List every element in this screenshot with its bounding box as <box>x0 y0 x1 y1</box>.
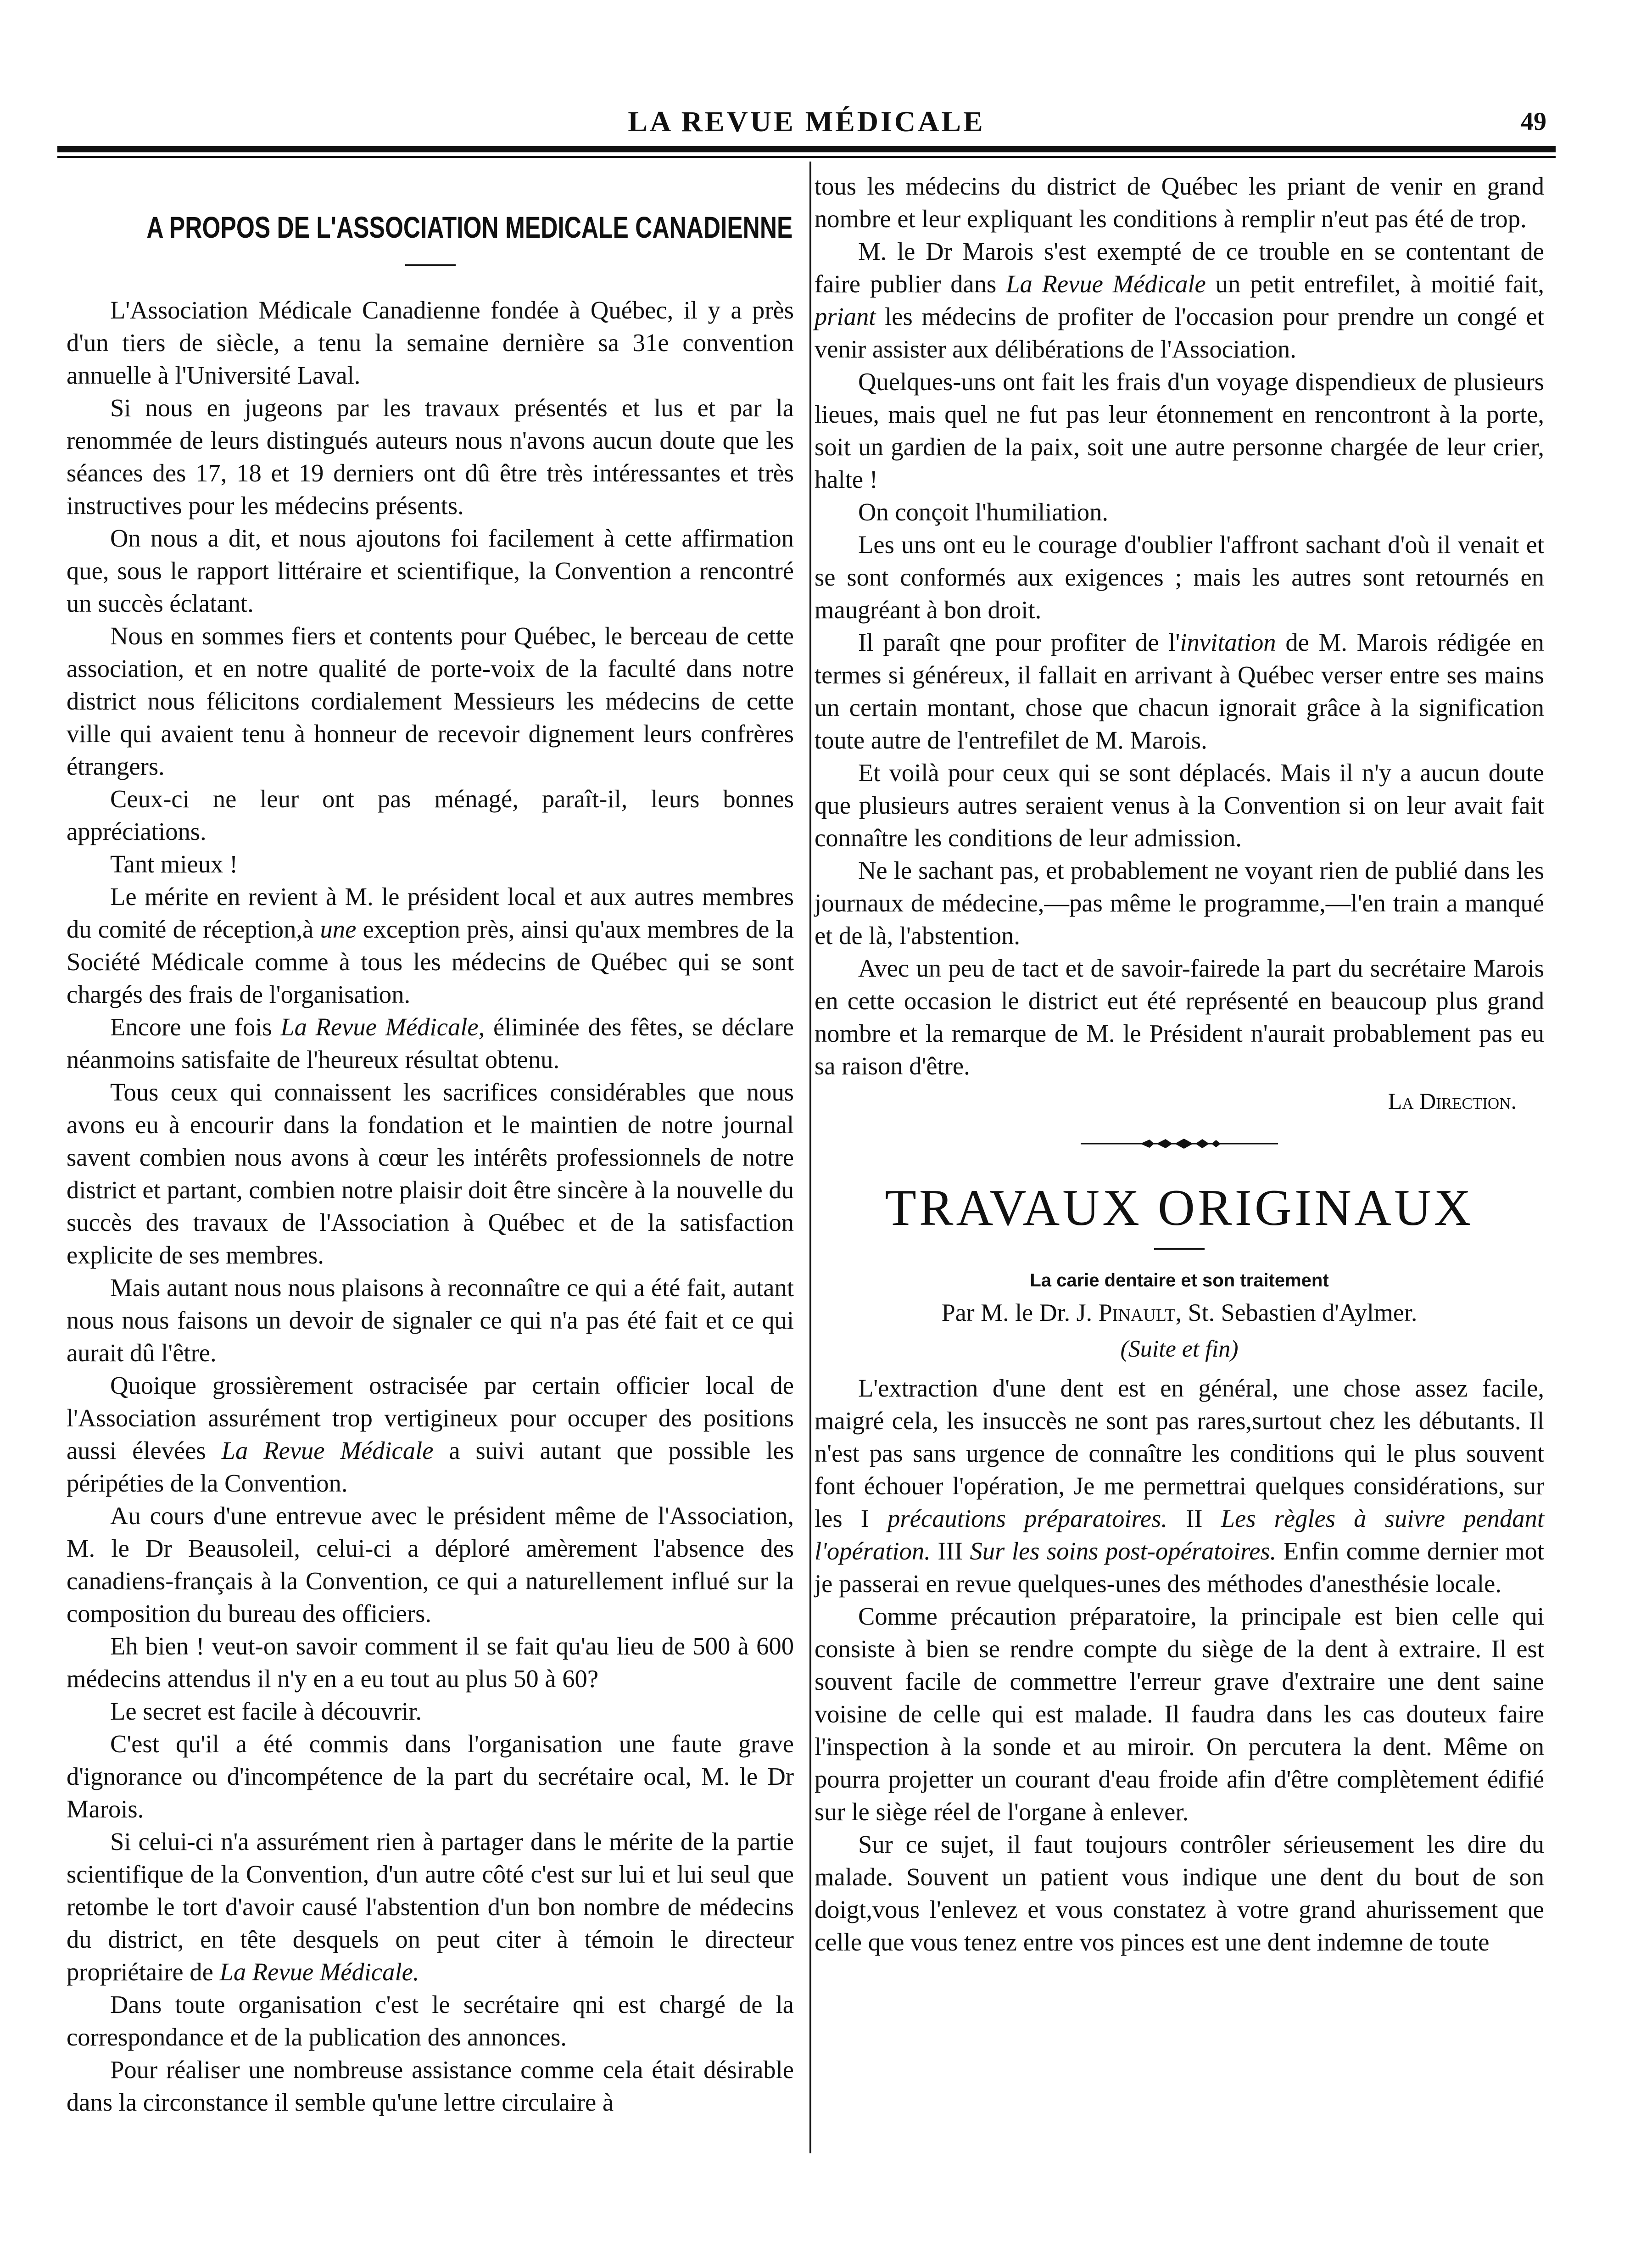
paragraph: M. le Dr Marois s'est exempté de ce trouble en se contentant de faire publier dans La Revue Médicale un petit entrefilet, à moitié fait, priant les médecins de profiter de l'occasion pour prendre un congé et venir assister aux délibérations de l'Association. <box>815 237 1544 363</box>
section-rule <box>1154 1248 1205 1250</box>
paragraph: Le mérite en revient à M. le président local et aux autres membres du comité de réception,à une exception près, ainsi qu'aux membres de la Société Médicale comme à tous les médecins de Québec qui se sont chargés des frais de l'organisation. <box>67 883 794 1008</box>
byline: Par M. le Dr. J. Pinault, St. Sebastien d'Aylmer. <box>941 1299 1418 1326</box>
paragraph: Au cours d'une entrevue avec le président même de l'Association, M. le Dr Beausoleil, celui-ci a déploré amèrement l'absence des canadiens-français à la Convention, ce qui a naturellement influé sur la composition du bureau des officiers. <box>67 1502 794 1627</box>
paragraph: Avec un peu de tact et de savoir-fairede la part du secrétaire Marois en cette occasion le district eut été représenté en beaucoup plus grand nombre et la remarque de M. le Président n'aurait probablement pas eu sa raison d'être. <box>815 954 1544 1080</box>
paragraph: Les uns ont eu le courage d'oublier l'affront sachant d'où il venait et se sont conformés aux exigences ; mais les autres sont retournés en maugréant à bon droit. <box>815 531 1544 624</box>
paragraph: Tous ceux qui connaissent les sacrifices considérables que nous avons eu à encourir dans la fondation et le maintien de notre journal savent combien nous avons à cœur les intérêts professionnels de notre district et partant, combien notre plaisir doit être sincère à la nouvelle du succès des travaux de l'Association à Québec et de la satisfaction explicite de ses membres. <box>67 1078 794 1269</box>
paragraph: Quelques-uns ont fait les frais d'un voyage dispendieux de plusieurs lieues, mais quel ne fut pas leur étonnement en rencontront à la porte, soit un gardien de la paix, soit une autre personne chargée de leur crier, halte ! <box>815 368 1544 493</box>
article-subtitle: La carie dentaire et son traitement <box>1030 1270 1329 1291</box>
paragraph: Le secret est facile à découvrir. <box>110 1697 422 1725</box>
paragraph: C'est qu'il a été commis dans l'organisation une faute grave d'ignorance ou d'incompétence de la part du secrétaire ocal, M. le Dr Marois. <box>67 1730 794 1823</box>
paragraph: Pour réaliser une nombreuse assistance comme cela était désirable dans la circonstance il semble qu'une lettre circulaire à <box>67 2056 794 2116</box>
paragraph: Encore une fois La Revue Médicale, éliminée des fêtes, se déclare néanmoins satisfaite de l'heureux résultat obtenu. <box>67 1013 794 1073</box>
paragraph: Eh bien ! veut-on savoir comment il se fait qu'au lieu de 500 à 600 médecins attendus il n'y en a eu tout au plus 50 à 60? <box>67 1632 794 1693</box>
paragraph: On nous a dit, et nous ajoutons foi facilement à cette affirmation que, sous le rapport littéraire et scientifique, la Convention a rencontré un succès éclatant. <box>67 524 794 617</box>
section-ornament <box>815 1128 1544 1160</box>
continuation-note: (Suite et fin) <box>1120 1336 1239 1362</box>
paragraph: Il paraît qne pour profiter de l'invitation de M. Marois rédigée en termes si généreux, il fallait en arrivant à Québec verser entre ses mains un certain montant, chose que chacun ignorait grâce à la signification toute autre de l'entrefilet de M. Marois. <box>815 628 1544 754</box>
paragraph: Tant mieux ! <box>110 850 238 878</box>
paragraph: L'Association Médicale Canadienne fondée à Québec, il y a près d'un tiers de siècle, a tenu la semaine dernière sa 31e convention annuelle à l'Université Laval. <box>67 296 794 389</box>
article-title: A PROPOS DE L'ASSOCIATION MEDICALE CANADIENNE <box>146 210 793 244</box>
header-rule-thin <box>57 156 1556 158</box>
paragraph: Sur ce sujet, il faut toujours contrôler sérieusement les dire du malade. Souvent un patient vous indique une dent du bout de son doigt,vous l'enlevez et vous constatez à votre grand ahurissement que celle que vous tenez entre vos pinces est une dent indemne de toute <box>815 1830 1544 1956</box>
title-rule <box>405 264 456 266</box>
paragraph: Si celui-ci n'a assurément rien à partager dans le mérite de la partie scientifique de la Convention, d'un autre côté c'est sur lui et lui seul que retombe le tort d'avoir causé l'abstention d'un bon nombre de médecins du district, en tête desquels on peut citer à témoin le directeur propriétaire de La Revue Médicale. <box>67 1827 794 1986</box>
paragraph: Comme précaution préparatoire, la principale est bien celle qui consiste à bien se rendre compte du siège de la dent à extraire. Il est souvent facile de commettre l'erreur grave d'extraire une dent saine voisine de celle qui est malade. Il faudra dans les cas douteux faire l'inspection à la sonde et au miroir. On percutera la dent. Même on pourra projetter un courant d'eau froide afin d'être complètement édifié sur le siège réel de l'organe à enlever. <box>815 1602 1544 1826</box>
paragraph: Nous en sommes fiers et contents pour Québec, le berceau de cette association, et en notre qualité de porte-voix de la faculté dans notre district nous félicitons cordialement Messieurs les médecins de cette ville qui avaient tenu à honneur de recevoir dignement leurs confrères étrangers. <box>67 622 794 780</box>
section-title: TRAVAUX ORIGINAUX <box>885 1179 1474 1236</box>
paragraph: Mais autant nous nous plaisons à reconnaître ce qui a été fait, autant nous nous faisons un devoir de signaler ce qui n'a pas été fait et ce qui aurait dû l'être. <box>67 1274 794 1367</box>
paragraph: Dans toute organisation c'est le secrétaire qni est chargé de la correspondance et de la publication des annonces. <box>67 1990 794 2051</box>
paragraph: tous les médecins du district de Québec les priant de venir en grand nombre et leur expliquant les conditions à remplir n'eut pas été de trop. <box>815 172 1544 233</box>
paragraph: Ceux-ci ne leur ont pas ménagé, paraît-il, leurs bonnes appréciations. <box>67 785 794 845</box>
ornament-rule-icon <box>1081 1137 1278 1151</box>
paragraph: Quoique grossièrement ostracisée par certain officier local de l'Association assurément trop vertigineux pour occuper des positions aussi élevées La Revue Médicale a suivi autant que possible les péripéties de la Convention. <box>67 1371 794 1497</box>
right-column <box>815 170 1544 1958</box>
paragraph: L'extraction d'une dent est en général, une chose assez facile, maigré cela, les insuccès ne sont pas rares,surtout chez les débutants. Il n'est pas sans urgence de connaître les conditions qui le plus souvent font échouer l'opération, Je me permettrai quelques considérations, sur les I précautions préparatoires. II Les règles à suivre pendant l'opération. III Sur les soins post-opératoires. Enfin comme dernier mot je passerai en revue quelques-unes des méthodes d'anesthésie locale. <box>815 1374 1545 1598</box>
header-rule-thick <box>57 146 1556 152</box>
running-title: LA REVUE MÉDICALE <box>628 105 985 138</box>
paragraph: Et voilà pour ceux qui se sont déplacés. Mais il n'y a aucun doute que plusieurs autres seraient venus à la Convention si on leur avait fait connaître les conditions de leur admission. <box>815 759 1544 852</box>
paragraph: On conçoit l'humiliation. <box>858 498 1109 526</box>
page-header <box>57 103 1556 140</box>
paragraph: Si nous en jugeons par les travaux présentés et lus et par la renommée de leurs distingués auteurs nous n'avons aucun doute que les séances des 17, 18 et 19 derniers ont dû être très intéressantes et très instructives pour les médecins présents. <box>67 394 794 520</box>
paragraph: Ne le sachant pas, et probablement ne voyant rien de publié dans les journaux de médecine,—pas même le programme,—l'en train a manqué et de là, l'abstention. <box>815 856 1544 950</box>
left-column <box>67 170 794 2118</box>
column-divider <box>809 162 811 2153</box>
page-number: 49 <box>1521 107 1546 136</box>
signature: La Direction. <box>1388 1088 1517 1114</box>
